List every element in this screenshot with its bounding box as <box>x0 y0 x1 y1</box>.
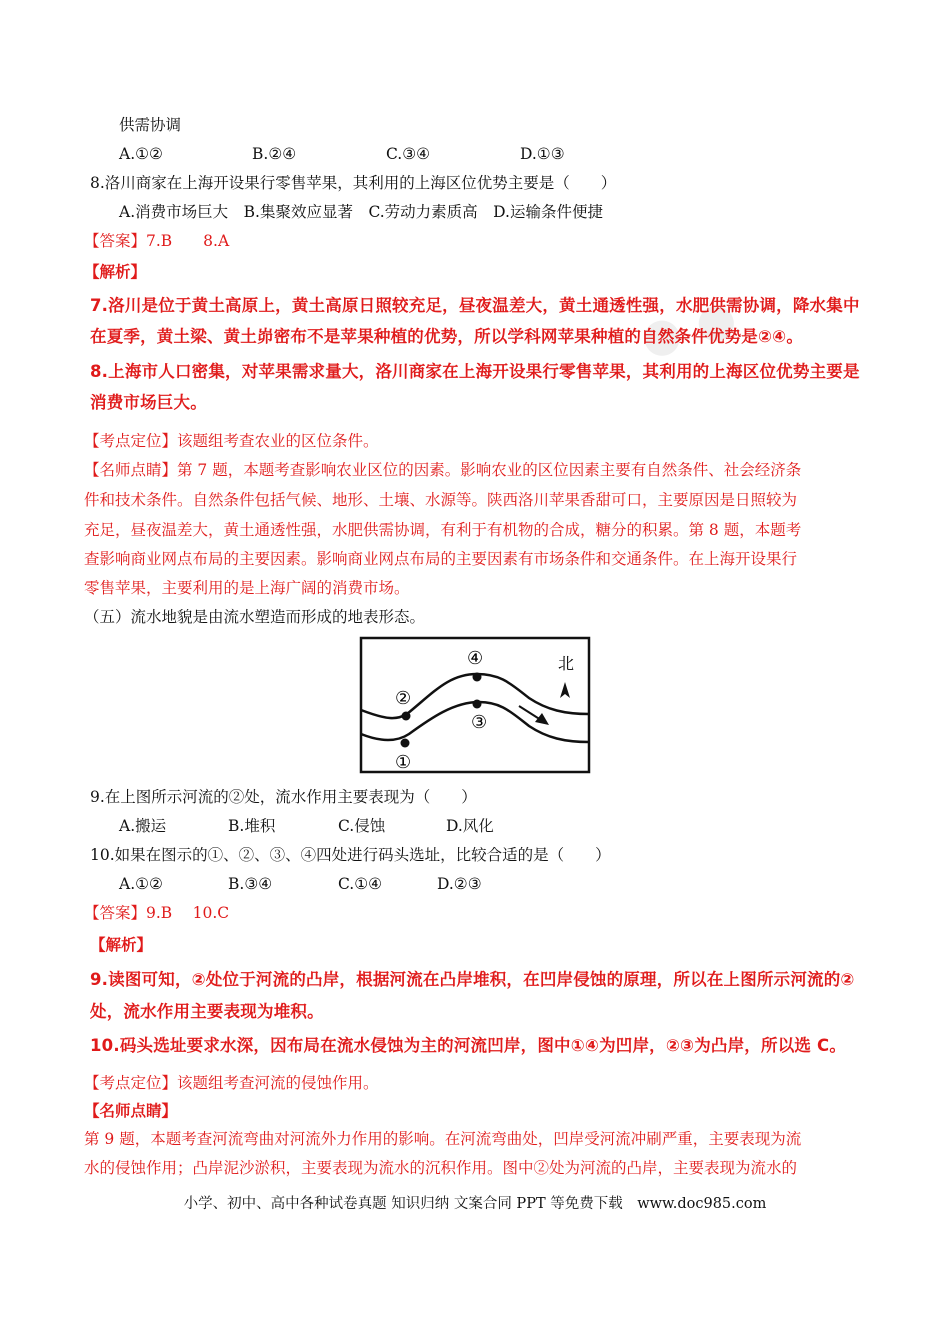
river-diagram <box>359 636 591 774</box>
analysis-2-line-3: 10.码头选址要求水深，因布局在流水侵蚀为主的河流凹岸，图中①④为凹岸，②③为凸岸，所以选 C。 <box>90 1036 847 1055</box>
q7-option-c: C.③④ <box>386 145 431 163</box>
point-3-dot <box>473 700 482 709</box>
q7-option-a: A.①② <box>119 145 163 163</box>
label-4: ④ <box>467 648 484 669</box>
q7-stem-tail: 供需协调 <box>119 116 182 134</box>
mingshi-1-line-5: 零售苹果，主要利用的是上海广阔的消费市场。 <box>84 579 410 597</box>
analysis-1-line-3: 8.上海市人口密集，对苹果需求量大，洛川商家在上海开设果行零售苹果，其利用的上海区位优势主要是 <box>90 362 860 381</box>
q10-option-d: D.②③ <box>437 875 482 893</box>
label-2: ② <box>395 688 412 709</box>
point-2-dot <box>402 712 411 721</box>
point-1-dot <box>401 739 410 748</box>
mingshi-1-line-3: 充足，昼夜温差大，黄土通透性强，水肥供需协调，有利于有机物的合成，糖分的积累。第 8 题，本题考 <box>84 521 802 539</box>
analysis-2-line-2: 处，流水作用主要表现为堆积。 <box>90 1002 324 1021</box>
q8-options: A.消费市场巨大 B.集聚效应显著 C.劳动力素质高 D.运输条件便捷 <box>119 203 603 221</box>
q8-stem: 8.洛川商家在上海开设果行零售苹果，其利用的上海区位优势主要是（ ） <box>90 174 617 192</box>
analysis-1-line-1: 7.洛川是位于黄土高原上，黄土高原日照较充足，昼夜温差大，黄土通透性强，水肥供需协调，降水集中 <box>90 296 860 315</box>
section-5-intro: （五）流水地貌是由流水塑造而形成的地表形态。 <box>84 608 426 626</box>
kaodian-1-text: 【考点定位】该题组考查农业的区位条件。 <box>84 432 379 450</box>
q10-stem: 10.如果在图示的①、②、③、④四处进行码头选址，比较合适的是（ ） <box>90 846 611 864</box>
analysis-label-2: 【解析】 <box>90 936 153 954</box>
analysis-2-line-1: 9.读图可知，②处位于河流的凸岸，根据河流在凸岸堆积，在凹岸侵蚀的原理，所以在上图所示河流的② <box>90 970 855 989</box>
analysis-1-line-2: 在夏季，黄土梁、黄土峁密布不是苹果种植的优势，所以学科网苹果种植的自然条件优势是②④。 <box>90 327 804 346</box>
mingshi-2-line-1: 第 9 题，本题考查河流弯曲对河流外力作用的影响。在河流弯曲处，凹岸受河流冲刷严重，主要表现为流 <box>84 1130 802 1148</box>
north-label: 北 <box>558 654 575 673</box>
q9-option-c: C.侵蚀 <box>338 817 386 835</box>
mingshi-2-label: 【名师点睛】 <box>84 1101 178 1120</box>
q9-stem: 9.在上图所示河流的②处，流水作用主要表现为（ ） <box>90 788 477 806</box>
watermark: ● ● <box>634 288 742 366</box>
q9-option-b: B.堆积 <box>228 817 276 835</box>
q10-option-b: B.③④ <box>228 875 273 893</box>
answer-9-10: 【答案】9.B 10.C <box>84 904 230 922</box>
kaodian-1 <box>84 431 379 451</box>
q7-option-b: B.②④ <box>252 145 297 163</box>
q9-option-a: A.搬运 <box>119 817 167 835</box>
q7-option-d: D.①③ <box>520 145 565 163</box>
q10-option-c: C.①④ <box>338 875 383 893</box>
kaodian-2: 【考点定位】该题组考查河流的侵蚀作用。 <box>84 1074 379 1092</box>
point-4-dot <box>473 673 482 682</box>
analysis-label-1: 【解析】 <box>84 263 147 281</box>
mingshi-1-line-1: 【名师点睛】第 7 题，本题考查影响农业区位的因素。影响农业的区位因素主要有自然条件、社会经济条 <box>84 461 802 479</box>
mingshi-1-line-2: 件和技术条件。自然条件包括气候、地形、土壤、水源等。陕西洛川苹果香甜可口，主要原因是日照较为 <box>84 491 798 509</box>
label-1: ① <box>395 752 412 773</box>
q10-option-a: A.①② <box>119 875 163 893</box>
mingshi-2-line-2: 水的侵蚀作用；凸岸泥沙淤积，主要表现为流水的沉积作用。图中②处为河流的凸岸，主要表现为流水的 <box>84 1159 798 1177</box>
label-3: ③ <box>471 712 488 733</box>
analysis-1-line-4: 消费市场巨大。 <box>90 393 207 412</box>
q9-option-d: D.风化 <box>446 817 494 835</box>
page-footer: 小学、初中、高中各种试卷真题 知识归纳 文案合同 PPT 等免费下载 www.doc985.com <box>183 1196 767 1212</box>
mingshi-1-line-4: 查影响商业网点布局的主要因素。影响商业网点布局的主要因素有市场条件和交通条件。在上海开设果行 <box>84 550 798 568</box>
answer-7-8: 【答案】7.B 8.A <box>84 232 230 250</box>
